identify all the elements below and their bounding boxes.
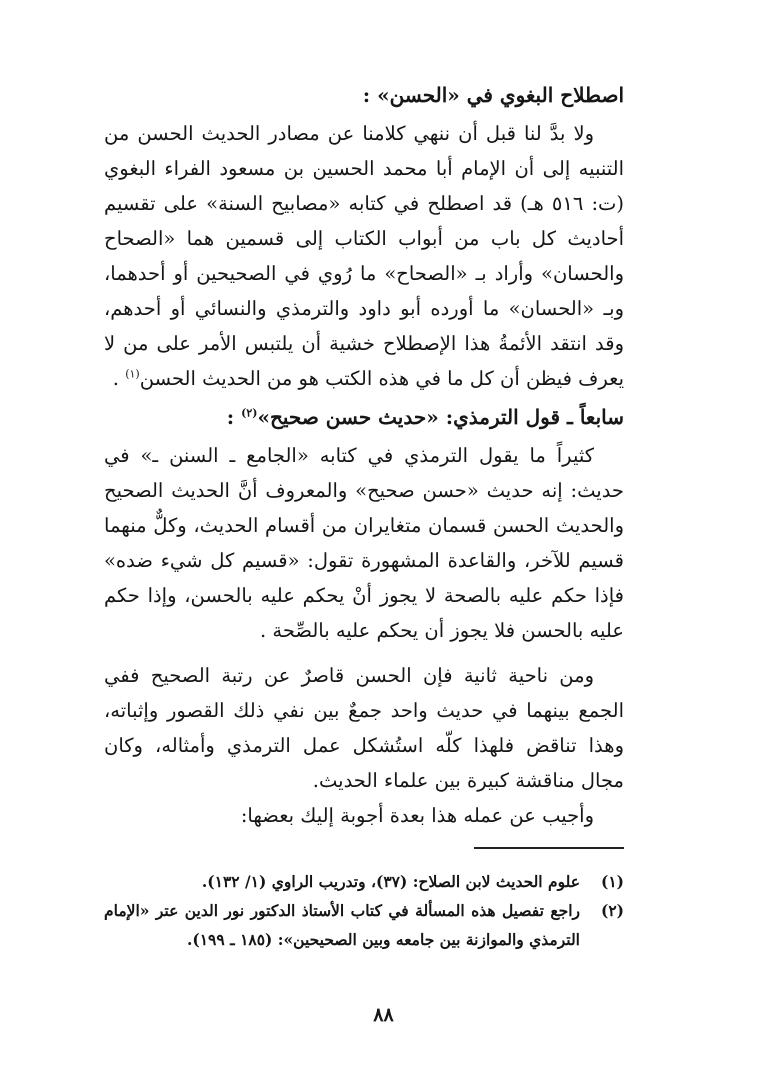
footnote-ref-1[interactable]: (١) xyxy=(125,367,140,381)
footnote-ref-2[interactable]: (٢) xyxy=(241,406,258,420)
heading-text: سابعاً ـ قول الترمذي: «حديث حسن صحيح» xyxy=(257,405,624,429)
paragraph-text: ومن ناحية ثانية فإن الحسن قاصرٌ عن رتبة الصحيح ففي الجمع بينهما في حديث واحد جمعٌ بين نفي ذلك القصور وإثباته، وهذا تناقض فلهذا كلّه استُشكل عمل الترمذي وأمثاله، وكان مجال مناقشة كبيرة بين علماء الحديث. xyxy=(104,664,624,792)
footnote-text: راجع تفصيل هذه المسألة في كتاب الأستاذ الدكتور نور الدين عتر «الإمام الترمذي والموازنة بين جامعه وبين الصحيحين»: (١٨٥ ـ ١٩٩). xyxy=(104,901,580,949)
page-content xyxy=(104,78,624,954)
section-heading-tirmidhi xyxy=(104,400,624,434)
footnote-divider xyxy=(474,847,624,849)
footnote-number: (١) xyxy=(600,872,624,891)
heading-end: : xyxy=(226,405,242,429)
heading-text: اصطلاح البغوي في «الحسن» : xyxy=(362,83,624,107)
paragraph-text: ولا بدَّ لنا قبل أن ننهي كلامنا عن مصادر الحديث الحسن من التنبيه إلى أن الإمام أبا محمد الحسين بن مسعود الفراء البغوي (ت: ٥١٦ هـ) قد اصطلح في كتابه «مصابيح السنة» على تقسيم أحاديث كل باب من أبواب الكتاب إلى قسمين هما «الصحاح والحسان» وأراد بـ «الصحاح» ما رُوي في الصحيحين أو أحدهما، وبـ «الحسان» ما أورده أبو داود والترمذي والنسائي أو أحدهم، وقد انتقد الأئمةُ هذا الإصطلاح خشية أن يلتبس الأمر على من لا يعرف فيظن أن كل ما في هذه الكتب هو من الحديث الحسن xyxy=(104,122,625,390)
footnote-text: علوم الحديث لابن الصلاح: (٣٧)، وتدريب الراوي (١/ ١٣٢). xyxy=(201,872,580,891)
page-number: ٨٨ xyxy=(373,1004,394,1026)
footnote-2 xyxy=(104,896,624,954)
paragraph-text: كثيراً ما يقول الترمذي في كتابه «الجامع ـ السنن ـ» في حديث: إنه حديث «حسن صحيح» والمعروف أنَّ الحديث الصحيح والحديث الحسن قسمان متغايران من أقسام الحديث، وكلٌّ منهما قسيم للآخر، والقاعدة المشهورة تقول: «قسيم كل شيء ضده» فإذا حكم عليه بالصحة لا يجوز أنْ يحكم عليه بالحسن، وإذا حكم عليه بالحسن فلا يجوز أن يحكم عليه بالصِّحة . xyxy=(104,444,624,642)
paragraph-tirmidhi-2 xyxy=(104,658,624,798)
paragraph-text: وأجيب عن عمله هذا بعدة أجوبة إليك بعضها: xyxy=(240,804,594,827)
paragraph-end: . xyxy=(112,367,126,390)
paragraph-tirmidhi-3 xyxy=(104,798,624,833)
section-heading-baghawi xyxy=(104,78,624,112)
footnote-1 xyxy=(104,867,624,896)
paragraph-baghawi xyxy=(104,116,624,396)
paragraph-tirmidhi-1 xyxy=(104,438,624,648)
footnote-number: (٢) xyxy=(600,901,624,920)
